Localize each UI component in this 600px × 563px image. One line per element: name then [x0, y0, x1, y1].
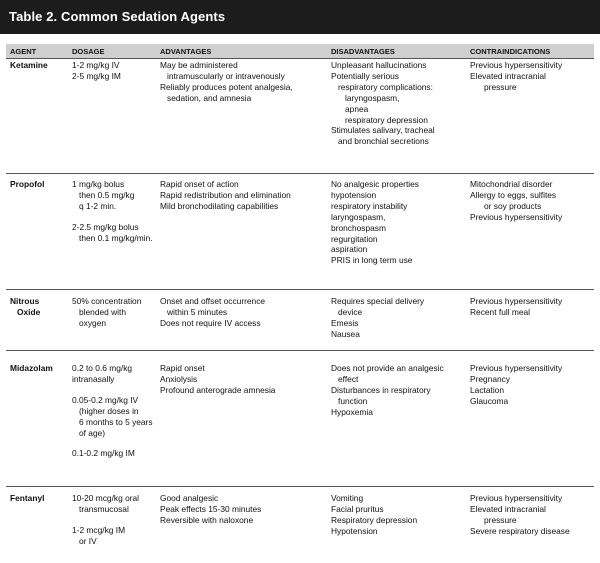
disadvantage-line: Facial pruritus [331, 503, 384, 514]
dosage-line: then 0.5 mg/kg [79, 189, 135, 200]
contraindication-line: Previous hypersensitivity [470, 363, 563, 373]
divider-line [6, 58, 594, 59]
row-ketamine-agent [10, 60, 48, 71]
row-nitrous-oxide-advantages [160, 296, 265, 329]
disadvantage-line: Hypoxemia [331, 406, 373, 417]
disadvantage-line: and bronchial secretions [338, 136, 429, 147]
contraindication-line: Mitochondrial disorder [470, 179, 553, 189]
disadvantage-line: Does not provide an analgesic [331, 363, 444, 373]
contraindication-line: Pregnancy [470, 373, 511, 384]
disadvantage-line: No analgesic properties [331, 179, 419, 189]
row-nitrous-oxide-contraindications [470, 296, 562, 318]
dosage-line: of age) [79, 427, 106, 438]
agent-name: Oxide [17, 306, 41, 317]
disadvantage-line: respiratory depression [345, 114, 428, 125]
dosage-line: or IV [79, 535, 97, 546]
divider-line [6, 350, 594, 351]
disadvantage-line: Nausea [331, 328, 360, 339]
disadvantage-line: PRIS in long term use [331, 255, 413, 266]
row-midazolam-disadvantages [331, 363, 444, 418]
table-title: Table 2. Common Sedation Agents [0, 0, 600, 34]
dosage-line: 0.1-0.2 mg/kg IM [72, 448, 135, 459]
disadvantage-line: Respiratory depression [331, 514, 418, 525]
row-fentanyl-disadvantages [331, 493, 417, 537]
disadvantage-line: laryngospasm, [331, 211, 386, 222]
contraindication-line: Previous hypersensitivity [470, 211, 563, 222]
divider-line [6, 486, 594, 487]
row-midazolam-dosage [72, 363, 153, 459]
row-nitrous-oxide-disadvantages [331, 296, 424, 340]
dosage-line: 0.2 to 0.6 mg/kg [72, 363, 133, 373]
dosage-line: q 1-2 min. [79, 200, 117, 211]
row-midazolam-advantages [160, 363, 275, 396]
dosage-line: (higher doses in [79, 405, 139, 416]
contraindication-line: Elevated intracranial [470, 503, 546, 514]
row-fentanyl-advantages [160, 493, 261, 526]
dosage-line: oxygen [79, 317, 107, 328]
row-propofol-agent [10, 179, 44, 190]
contraindication-line: Severe respiratory disease [470, 525, 570, 536]
advantage-line: Mild bronchodilating capabilities [160, 200, 279, 211]
row-ketamine-dosage [72, 60, 121, 82]
advantage-line: Rapid onset of action [160, 179, 239, 189]
contraindication-line: Elevated intracranial [470, 70, 546, 81]
advantage-line: sedation, and amnesia [167, 92, 252, 103]
header-disadvantages: DISADVANTAGES [331, 47, 395, 56]
header-dosage: DOSAGE [72, 47, 105, 56]
advantage-line: Good analgesic [160, 493, 219, 503]
contraindication-line: Glaucoma [470, 395, 509, 406]
row-ketamine-disadvantages [331, 60, 435, 147]
dosage-line: transmucosal [79, 503, 129, 514]
disadvantage-line: hypotension [331, 189, 377, 200]
contraindication-line: Previous hypersensitivity [470, 296, 563, 306]
dosage-line: 1-2 mcg/kg IM [72, 524, 126, 535]
row-propofol-advantages [160, 179, 291, 212]
disadvantage-line: function [338, 395, 368, 406]
dosage-line: 1-2 mg/kg IV [72, 60, 120, 70]
advantage-line: Reversible with naloxone [160, 514, 254, 525]
disadvantage-line: Requires special delivery [331, 296, 425, 306]
dosage-line: blended with [79, 306, 127, 317]
agent-name: Propofol [10, 179, 45, 189]
disadvantage-line: Stimulates salivary, tracheal [331, 125, 435, 136]
header-advantages: ADVANTAGES [160, 47, 212, 56]
advantage-line: Onset and offset occurrence [160, 296, 266, 306]
advantage-line: Rapid onset [160, 363, 205, 373]
dosage-line: 6 months to 5 years [79, 416, 153, 427]
dosage-line: 2-5 mg/kg IM [72, 70, 121, 81]
agent-name: Ketamine [10, 60, 48, 70]
advantage-line: Reliably produces potent analgesia, [160, 81, 293, 92]
row-propofol-contraindications [470, 179, 562, 223]
advantage-line: Rapid redistribution and elimination [160, 189, 291, 200]
disadvantage-line: Emesis [331, 317, 359, 328]
header-agent: AGENT [10, 47, 37, 56]
advantage-line: Profound anterograde amnesia [160, 384, 276, 395]
dosage-line: 1 mg/kg bolus [72, 179, 125, 189]
disadvantage-line: Unpleasant hallucinations [331, 60, 427, 70]
disadvantage-line: apnea [345, 103, 369, 114]
disadvantage-line: device [338, 306, 363, 317]
disadvantage-line: effect [338, 373, 359, 384]
agent-name: Fentanyl [10, 493, 45, 503]
dosage-line: 10-20 mcg/kg oral [72, 493, 140, 503]
contraindication-line: Lactation [470, 384, 504, 395]
row-nitrous-oxide-agent [10, 296, 40, 318]
row-fentanyl-agent [10, 493, 44, 504]
row-fentanyl-contraindications [470, 493, 570, 537]
disadvantage-line: Hypotension [331, 525, 378, 536]
advantage-line: intramuscularly or intravenously [167, 70, 285, 81]
dosage-line: intranasally [72, 373, 115, 384]
divider-line [6, 173, 594, 174]
row-propofol-dosage [72, 179, 153, 244]
row-midazolam-agent [10, 363, 53, 374]
disadvantage-line: Vomiting [331, 493, 364, 503]
contraindication-line: pressure [484, 514, 517, 525]
row-fentanyl-dosage [72, 493, 139, 547]
divider-line [6, 289, 594, 290]
header-contraindications: CONTRAINDICATIONS [470, 47, 551, 56]
dosage-line: 50% concentration [72, 296, 142, 306]
dosage-line: then 0.1 mg/kg/min. [79, 232, 153, 243]
contraindication-line: Allergy to eggs, sulfites [470, 189, 557, 200]
disadvantage-line: aspiration [331, 244, 368, 255]
disadvantage-line: Disturbances in respiratory [331, 384, 431, 395]
contraindication-line: or soy products [484, 200, 542, 211]
advantage-line: May be administered [160, 60, 238, 70]
advantage-line: Anxiolysis [160, 373, 198, 384]
row-midazolam-contraindications [470, 363, 562, 407]
row-ketamine-contraindications [470, 60, 562, 93]
row-nitrous-oxide-dosage [72, 296, 141, 329]
row-ketamine-advantages [160, 60, 293, 104]
row-propofol-disadvantages [331, 179, 419, 266]
disadvantage-line: respiratory complications: [338, 81, 433, 92]
contraindication-line: Previous hypersensitivity [470, 493, 563, 503]
agent-name: Midazolam [10, 363, 53, 373]
contraindication-line: Previous hypersensitivity [470, 60, 563, 70]
table-header-row [6, 44, 594, 58]
disadvantage-line: Potentially serious [331, 70, 399, 81]
dosage-line: 2-2.5 mg/kg bolus [72, 221, 139, 232]
disadvantage-line: laryngospasm, [345, 92, 400, 103]
contraindication-line: Recent full meal [470, 306, 531, 317]
disadvantage-line: bronchospasm [331, 222, 386, 233]
disadvantage-line: respiratory instability [331, 200, 408, 211]
disadvantage-line: regurgitation [331, 233, 378, 244]
advantage-line: Does not require IV access [160, 317, 261, 328]
advantage-line: within 5 minutes [167, 306, 228, 317]
agent-name: Nitrous [10, 296, 40, 306]
contraindication-line: pressure [484, 81, 517, 92]
dosage-line: 0.05-0.2 mg/kg IV [72, 394, 139, 405]
advantage-line: Peak effects 15-30 minutes [160, 503, 262, 514]
